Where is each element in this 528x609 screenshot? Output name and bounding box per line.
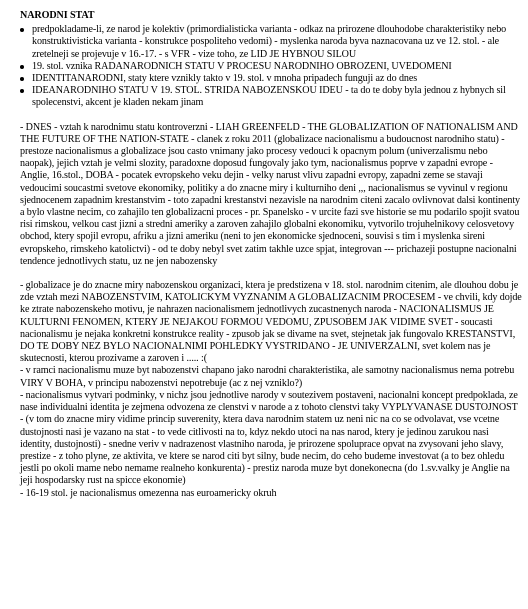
spacer [20,268,522,280]
bullet-text: IDENTITANARODNI, staty ktere vznikly takto v 19. stol. v mnoha pripadech funguji az do dnes [32,73,418,85]
bullet-text: 19. stol. vznika RADANARODNICH STATU V PROCESU NARODNIHO OBROZENI, UVEDOMENI [32,60,452,72]
bullet-item [20,73,522,85]
bullet-icon [20,77,24,81]
spacer [20,110,522,122]
section-globalizace [20,280,522,500]
bullet-text: predpokladame-li, ze narod je kolektiv (primordialisticka varianta - odkaz na prirozene dlouhodobe charakteristiky nebo konstruktivisticka varianta - konstrukce pospoliteho vedomi) - myslenka naroda byva naznacovana uz ve 12. stol. - ale zretelneji se projevuje v 16.-17. - s VFR - vize toho, ze LID JE HYBNOU SILOU [32,24,507,60]
paragraph: - v ramci nacionalismu muze byt nabozenstvi chapano jako narodni charakteristika, ale samotny nacionalismus nema potrebu VIRY V BOHA, v principu nabozenstvi nepotrebuje (ac z nej vzniklo?) [20,365,515,389]
paragraph: - DNES - vztah k narodnimu statu kontroverzni - LIAH GREENFELD - THE GLOBALIZATION OF NATIONALISM AND THE FUTURE OF THE NATION-STATE - clanek z roku 2011 (globalizace nacionalismu a budoucnost narodniho statu) - prestoze nacionalismus a globalizace jsou casto vnimany jako procesy vedouci k opacnym polum (univerzalismu nebo naopak), jejich vztah je velmi slozity, paradoxne doposud fungovaly jako tym, nacionalismus poprve v zapadni evrope - Anglie, 16.stol., DOBA - pocatek evropskeho veku dejin - velky narust vlivu zapadni evropy, zapadni zeme se stavaji vedoucimi soucastmi svetove ekonomiky, politiky a do znacne miry i kulturniho deni ,,, nacionalismus se vyvinul v regionu sjednocenem zapadnim krestanstvim - toto zapadni krestanstvi nezavisle na narodnim citeni zacalo ovlivnovat dalsi kontinenty a bylo vlastne necim, co zahajilo ten globalizacni proces - pr. Spanelsko - v urcite fazi sve historie se mu podarilo spojit svatou risi rimskou, velkou cast jizni a stredni ameriky a zaroven zahajilo globalni ekonomiku, vytvorilo trojuhelnikovy celosvetovy obchod, ktery spojil evropu, afriku a jizni ameriku (neni to jen ekonomicke sjednoceni, souvisi s tim i myslenka sireni evropskeho, rimskeho katolictvi) - od te doby nebyl svet zatim takhle uzce spjat, integrovan --- prichazeji postupne nacionalni tendence jednotlivych statu, uz ne jen nabozensky [20,121,520,267]
bullet-icon [20,28,24,32]
paragraph: - nacionalismus vytvari podminky, v nichz jsou jednotlive narody v soutezivem postaveni, nacionalni koncept predpoklada, ze nase individualni identita je zejmena odvozena ze clenstvi v narode a z tohoto clenstvi taky VYPLYVANASE DUSTOJNOST - (v tom do znacne miry vidime princip suverenity, ktera dava narodnim statem uz neni nic na co se odvolavat, vse vcetne dustojnosti nasi je vazano na stat - to vede citlivosti na to, kdyz nekdo utoci na nas narod, ktery je jedinou zarukou nasi identity, dustojnosti) - snedne veriv v nadrazenost vlastniho naroda, je prirozene spoluprace opvat na zvysovani jeho slavy, prestize - z toho plyne, ze aktivita, ve ktere se narod citi byt silny, bude necim, do ceho budeme investovat (a to bez ohledu jestli po okoli mame nebo nemame realneho konkurenta) - prestiz naroda muze byt donekonecna (do 1.sv.valky je Anglie na jeji hospodarsky rust na spicce ekonomie) [20,389,518,487]
bullet-item [20,24,522,61]
section-dnes [20,122,522,268]
bullet-item [20,85,522,109]
bullet-item [20,61,522,73]
bullet-icon [20,89,24,93]
bullet-text: IDEANARODNIHO STATU V 19. STOL. STRIDA NABOZENSKOU IDEU - ta do te doby byla jednou z hybnych sil spolecenstvi, akcent je kladen nekam jinam [32,85,506,109]
bullet-list [20,24,522,109]
paragraph: - globalizace je do znacne miry nabozenskou organizaci, ktera je predstizena v 18. stol. narodnim citenim, ale dlouhou dobu je zde vztah mezi NABOZENSTVIM, KATOLICKYM VYZNANIM A GLOBALIZACNIM PROCESEM - ve chvili, kdy dojde ke ztrate nabozenskeho motivu, je nahrazen nacionalismem jednotlivych zucastnenych naroda - NACIONALISMUS JE KULTURNI FENOMEN, KTERY JE NEJAKOU FORMOU VEDOMU, ZPUSOBEM JAK VIDIME SVET - soucasti nacionalismu je nejaka konkretni konstrukce reality - zpusob jak se divame na svet, stejnetak jak fungovalo KRESTANSTVI, DO TE DOBY NEZ BYLO NACIONALNIMI POHLEDKY VYSTRIDANO - JE UNIVERZALNI, svet kolem nas je skutecnosti, kterou prozivame a zaroven i ..... :( [20,280,522,365]
bullet-icon [20,65,24,69]
paragraph: - 16-19 stol. je nacionalismus omezenna nas euroamericky okruh [20,487,277,499]
document-title: NARODNI STAT [20,10,95,21]
